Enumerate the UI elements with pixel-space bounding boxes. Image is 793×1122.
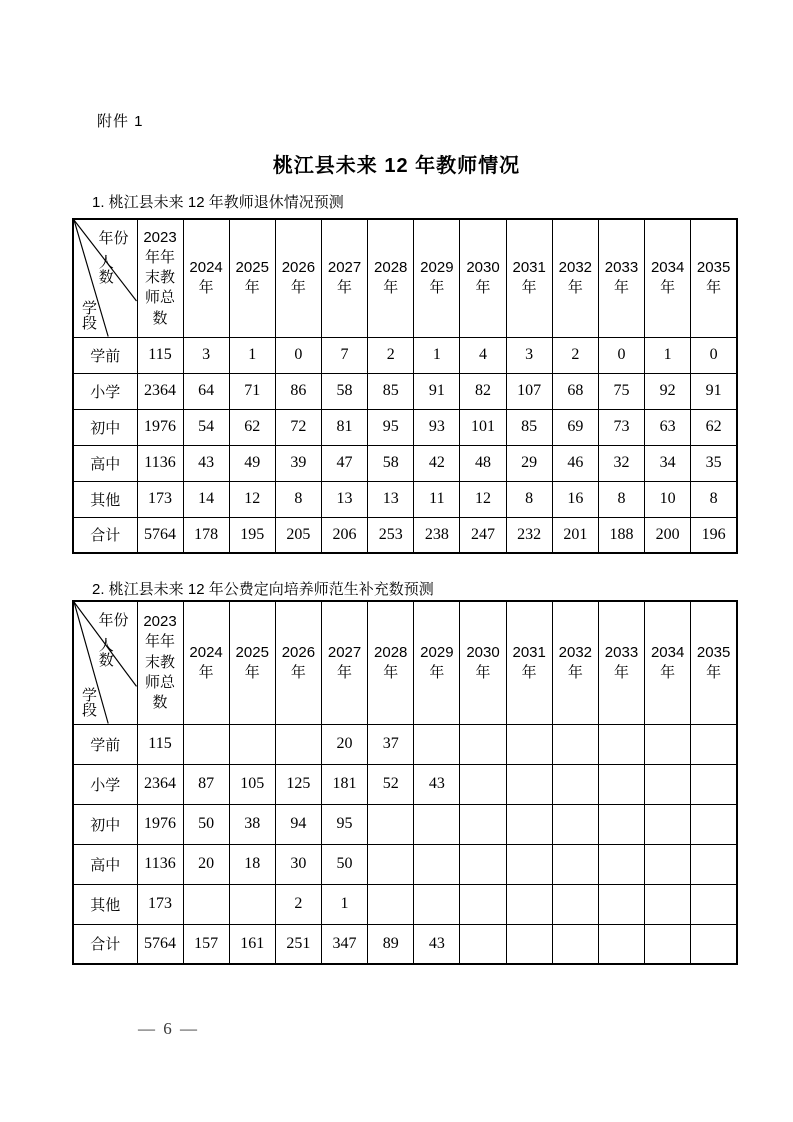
- table-row: [73, 884, 737, 924]
- year-value-cell: 157: [183, 924, 229, 964]
- year-value-cell: 247: [460, 517, 506, 553]
- year-value-cell: 35: [691, 445, 737, 481]
- year-value-cell: 205: [275, 517, 321, 553]
- year-value-cell: 46: [552, 445, 598, 481]
- year-value-cell: 91: [414, 373, 460, 409]
- year-value-cell: 87: [183, 764, 229, 804]
- year-value-cell: 1: [414, 337, 460, 373]
- year-value-cell: 75: [598, 373, 644, 409]
- year-value-cell: 13: [321, 481, 367, 517]
- year-value-cell: 38: [229, 804, 275, 844]
- year-value-cell: [691, 884, 737, 924]
- year-value-cell: 34: [645, 445, 691, 481]
- row-label: 小学: [73, 373, 137, 409]
- table-row: [73, 373, 737, 409]
- year-value-cell: [506, 764, 552, 804]
- table-row: [73, 481, 737, 517]
- total-2023-cell: 115: [137, 337, 183, 373]
- year-value-cell: 18: [229, 844, 275, 884]
- year-value-cell: 105: [229, 764, 275, 804]
- year-value-cell: 196: [691, 517, 737, 553]
- year-value-cell: 2: [552, 337, 598, 373]
- year-value-cell: 0: [598, 337, 644, 373]
- year-value-cell: [598, 884, 644, 924]
- year-value-cell: [598, 764, 644, 804]
- year-value-cell: 73: [598, 409, 644, 445]
- year-value-cell: 178: [183, 517, 229, 553]
- year-value-cell: 11: [414, 481, 460, 517]
- year-value-cell: 101: [460, 409, 506, 445]
- total-2023-cell: 173: [137, 481, 183, 517]
- year-value-cell: [691, 764, 737, 804]
- year-value-cell: 85: [368, 373, 414, 409]
- year-value-cell: [368, 884, 414, 924]
- total-2023-header: 2023年年末教师总数: [137, 219, 183, 337]
- year-value-cell: 58: [368, 445, 414, 481]
- year-value-cell: 13: [368, 481, 414, 517]
- year-value-cell: [506, 884, 552, 924]
- year-value-cell: 0: [275, 337, 321, 373]
- corner-label-stage: 学段: [80, 299, 97, 330]
- year-value-cell: [645, 724, 691, 764]
- row-label: 高中: [73, 844, 137, 884]
- year-value-cell: 8: [275, 481, 321, 517]
- year-value-cell: 68: [552, 373, 598, 409]
- year-value-cell: [552, 804, 598, 844]
- year-header: 2035年: [691, 601, 737, 724]
- year-value-cell: 91: [691, 373, 737, 409]
- table-row: [73, 924, 737, 964]
- table-body: [73, 337, 737, 553]
- table-row: [73, 764, 737, 804]
- year-value-cell: [645, 924, 691, 964]
- year-value-cell: 125: [275, 764, 321, 804]
- table-body: [73, 724, 737, 964]
- year-value-cell: 195: [229, 517, 275, 553]
- year-value-cell: 206: [321, 517, 367, 553]
- year-value-cell: [552, 924, 598, 964]
- year-value-cell: [598, 804, 644, 844]
- year-value-cell: 85: [506, 409, 552, 445]
- year-value-cell: 37: [368, 724, 414, 764]
- corner-label-stage: 学段: [80, 686, 97, 717]
- attachment-label: 附件 1: [97, 113, 144, 130]
- year-header: 2027年: [321, 601, 367, 724]
- year-header: 2028年: [368, 219, 414, 337]
- total-2023-cell: 173: [137, 884, 183, 924]
- table-row: [73, 804, 737, 844]
- total-2023-header: 2023年年末教师总数: [137, 601, 183, 724]
- year-value-cell: 181: [321, 764, 367, 804]
- retirement-forecast-table: [72, 218, 738, 554]
- year-header: 2025年: [229, 601, 275, 724]
- year-header: 2028年: [368, 601, 414, 724]
- year-header: 2032年: [552, 601, 598, 724]
- year-value-cell: 93: [414, 409, 460, 445]
- year-value-cell: 94: [275, 804, 321, 844]
- year-value-cell: 92: [645, 373, 691, 409]
- year-header: 2035年: [691, 219, 737, 337]
- year-value-cell: 20: [321, 724, 367, 764]
- year-value-cell: 20: [183, 844, 229, 884]
- total-2023-cell: 115: [137, 724, 183, 764]
- year-value-cell: [645, 844, 691, 884]
- year-value-cell: [229, 884, 275, 924]
- year-value-cell: 30: [275, 844, 321, 884]
- year-value-cell: 12: [229, 481, 275, 517]
- year-value-cell: 3: [183, 337, 229, 373]
- year-value-cell: 2: [275, 884, 321, 924]
- year-value-cell: [368, 844, 414, 884]
- year-value-cell: 8: [598, 481, 644, 517]
- year-value-cell: 95: [321, 804, 367, 844]
- year-value-cell: 43: [414, 764, 460, 804]
- year-value-cell: [552, 844, 598, 884]
- year-value-cell: [275, 724, 321, 764]
- table2-caption: 2. 桃江县未来 12 年公费定向培养师范生补充数预测: [92, 581, 434, 598]
- row-label: 其他: [73, 481, 137, 517]
- row-label: 高中: [73, 445, 137, 481]
- year-header: 2033年: [598, 219, 644, 337]
- row-label: 其他: [73, 884, 137, 924]
- year-value-cell: 52: [368, 764, 414, 804]
- year-value-cell: 81: [321, 409, 367, 445]
- year-value-cell: [414, 884, 460, 924]
- year-value-cell: [598, 724, 644, 764]
- row-label: 学前: [73, 724, 137, 764]
- table-row: [73, 337, 737, 373]
- total-2023-cell: 1976: [137, 409, 183, 445]
- year-value-cell: 72: [275, 409, 321, 445]
- year-value-cell: 7: [321, 337, 367, 373]
- corner-header-cell: [73, 601, 137, 724]
- year-value-cell: 39: [275, 445, 321, 481]
- total-2023-cell: 1976: [137, 804, 183, 844]
- page-title: 桃江县未来 12 年教师情况: [272, 155, 521, 177]
- year-value-cell: 1: [645, 337, 691, 373]
- row-label: 学前: [73, 337, 137, 373]
- year-value-cell: [506, 924, 552, 964]
- year-value-cell: [368, 804, 414, 844]
- year-value-cell: 1: [321, 884, 367, 924]
- year-value-cell: 54: [183, 409, 229, 445]
- year-value-cell: [645, 804, 691, 844]
- year-header: 2030年: [460, 601, 506, 724]
- year-header: 2034年: [645, 219, 691, 337]
- page-number: — 6 —: [138, 1019, 199, 1038]
- year-header: 2034年: [645, 601, 691, 724]
- year-value-cell: [645, 764, 691, 804]
- year-header: 2024年: [183, 219, 229, 337]
- year-value-cell: 64: [183, 373, 229, 409]
- year-value-cell: 201: [552, 517, 598, 553]
- year-value-cell: 58: [321, 373, 367, 409]
- year-value-cell: [414, 724, 460, 764]
- table1-caption: 1. 桃江县未来 12 年教师退休情况预测: [92, 194, 344, 211]
- year-value-cell: 50: [321, 844, 367, 884]
- total-2023-cell: 5764: [137, 924, 183, 964]
- year-value-cell: 3: [506, 337, 552, 373]
- year-value-cell: [460, 764, 506, 804]
- corner-header-cell: [73, 219, 137, 337]
- table-row: [73, 409, 737, 445]
- year-value-cell: 42: [414, 445, 460, 481]
- year-value-cell: 29: [506, 445, 552, 481]
- year-value-cell: 69: [552, 409, 598, 445]
- year-value-cell: 253: [368, 517, 414, 553]
- year-header: 2030年: [460, 219, 506, 337]
- row-label: 合计: [73, 924, 137, 964]
- year-value-cell: 71: [229, 373, 275, 409]
- year-value-cell: 12: [460, 481, 506, 517]
- year-value-cell: 4: [460, 337, 506, 373]
- year-value-cell: [552, 724, 598, 764]
- year-value-cell: 251: [275, 924, 321, 964]
- total-2023-cell: 1136: [137, 844, 183, 884]
- year-header: 2031年: [506, 601, 552, 724]
- year-value-cell: 49: [229, 445, 275, 481]
- year-value-cell: [506, 804, 552, 844]
- year-value-cell: [506, 724, 552, 764]
- year-value-cell: [183, 884, 229, 924]
- year-value-cell: [460, 804, 506, 844]
- year-value-cell: [691, 924, 737, 964]
- year-value-cell: 14: [183, 481, 229, 517]
- year-value-cell: 86: [275, 373, 321, 409]
- year-value-cell: [691, 724, 737, 764]
- year-value-cell: 107: [506, 373, 552, 409]
- year-header: 2027年: [321, 219, 367, 337]
- row-label: 初中: [73, 804, 137, 844]
- year-value-cell: [460, 844, 506, 884]
- year-value-cell: [691, 844, 737, 884]
- year-value-cell: 62: [691, 409, 737, 445]
- year-value-cell: 32: [598, 445, 644, 481]
- header-row: [73, 219, 737, 337]
- year-value-cell: [691, 804, 737, 844]
- year-value-cell: [414, 844, 460, 884]
- year-value-cell: [645, 884, 691, 924]
- year-value-cell: 62: [229, 409, 275, 445]
- corner-label-count: 人数: [96, 253, 114, 284]
- total-2023-cell: 2364: [137, 373, 183, 409]
- year-value-cell: 347: [321, 924, 367, 964]
- row-label: 合计: [73, 517, 137, 553]
- year-value-cell: 200: [645, 517, 691, 553]
- year-value-cell: 50: [183, 804, 229, 844]
- year-header: 2032年: [552, 219, 598, 337]
- year-value-cell: [552, 884, 598, 924]
- year-value-cell: 1: [229, 337, 275, 373]
- year-header: 2033年: [598, 601, 644, 724]
- year-value-cell: 161: [229, 924, 275, 964]
- row-label: 小学: [73, 764, 137, 804]
- year-value-cell: [460, 924, 506, 964]
- table-row: [73, 724, 737, 764]
- total-2023-cell: 1136: [137, 445, 183, 481]
- corner-label-year: 年份: [98, 612, 129, 629]
- year-header: 2026年: [275, 219, 321, 337]
- year-header: 2024年: [183, 601, 229, 724]
- year-value-cell: 0: [691, 337, 737, 373]
- year-value-cell: 232: [506, 517, 552, 553]
- year-value-cell: [598, 844, 644, 884]
- year-value-cell: 8: [506, 481, 552, 517]
- year-header: 2025年: [229, 219, 275, 337]
- year-value-cell: [598, 924, 644, 964]
- normal-students-supplement-table: [72, 600, 738, 965]
- year-value-cell: 48: [460, 445, 506, 481]
- year-value-cell: 63: [645, 409, 691, 445]
- year-value-cell: 188: [598, 517, 644, 553]
- year-value-cell: 82: [460, 373, 506, 409]
- year-value-cell: [506, 844, 552, 884]
- year-value-cell: [460, 724, 506, 764]
- year-value-cell: [183, 724, 229, 764]
- year-value-cell: 43: [414, 924, 460, 964]
- year-value-cell: 2: [368, 337, 414, 373]
- year-value-cell: 89: [368, 924, 414, 964]
- corner-label-year: 年份: [98, 230, 129, 247]
- year-header: 2026年: [275, 601, 321, 724]
- year-value-cell: 8: [691, 481, 737, 517]
- total-2023-cell: 5764: [137, 517, 183, 553]
- year-value-cell: [460, 884, 506, 924]
- year-value-cell: [414, 804, 460, 844]
- year-value-cell: 10: [645, 481, 691, 517]
- corner-label-count: 人数: [96, 637, 114, 668]
- year-value-cell: [552, 764, 598, 804]
- header-row: [73, 601, 737, 724]
- year-value-cell: 238: [414, 517, 460, 553]
- table-row: [73, 844, 737, 884]
- year-header: 2029年: [414, 219, 460, 337]
- year-value-cell: 47: [321, 445, 367, 481]
- year-value-cell: [229, 724, 275, 764]
- row-label: 初中: [73, 409, 137, 445]
- year-header: 2029年: [414, 601, 460, 724]
- total-2023-cell: 2364: [137, 764, 183, 804]
- year-header: 2031年: [506, 219, 552, 337]
- year-value-cell: 43: [183, 445, 229, 481]
- year-value-cell: 16: [552, 481, 598, 517]
- table-row: [73, 445, 737, 481]
- year-value-cell: 95: [368, 409, 414, 445]
- table-row: [73, 517, 737, 553]
